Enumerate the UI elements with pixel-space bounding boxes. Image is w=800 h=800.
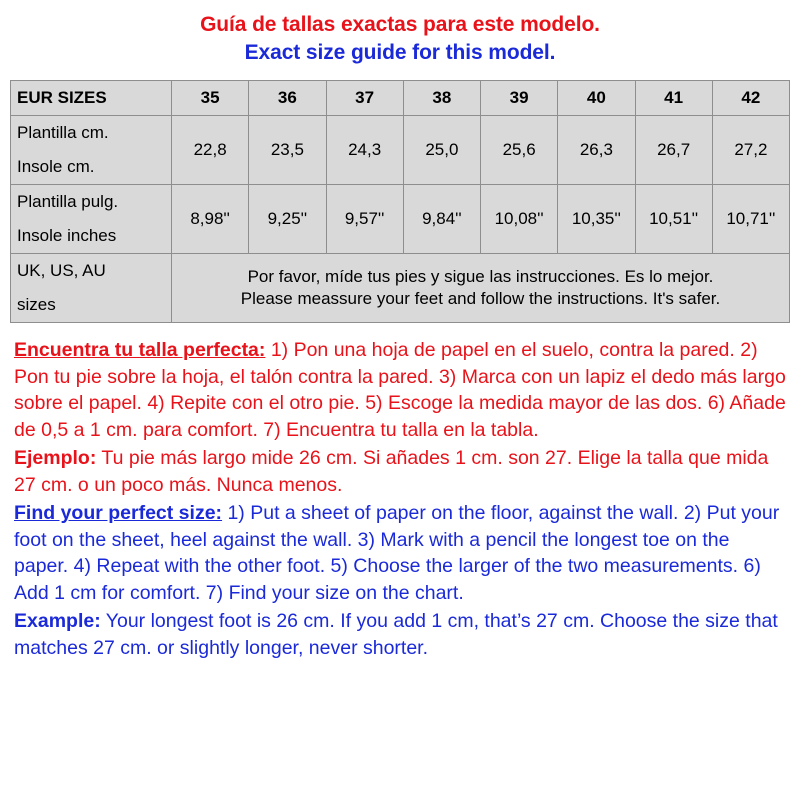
instructions-english-find-body: 1) Put a sheet of paper on the floor, against the wall. 2) Put your foot on the sheet, heel against the wall. 3) Mark with a pencil the longest toe on the paper. 4) Repeat with the other foot. 5) Choose the larger of the two measurements. 6) Add 1 cm for comfort. 7) Find your size on the chart. — [14, 502, 780, 604]
page-title-spanish: Guía de tallas exactas para este modelo. — [200, 13, 600, 36]
row-label-plantilla-cm: Plantilla cm. — [11, 116, 172, 151]
header-size-38: 38 — [403, 81, 480, 116]
header-size-39: 39 — [481, 81, 558, 116]
instructions-english-example-body: Your longest foot is 26 cm. If you add 1 cm, that’s 27 cm. Choose the size that matches 27 cm. or slightly longer, never shorter. — [14, 610, 778, 659]
instructions-spanish-find — [14, 337, 786, 443]
header-size-37: 37 — [326, 81, 403, 116]
insole-cm-38: 25,0 — [403, 116, 480, 185]
insole-in-39: 10,08'' — [481, 185, 558, 254]
header-size-40: 40 — [558, 81, 635, 116]
page-title-english: Exact size guide for this model. — [244, 41, 556, 64]
instructions-spanish-find-lead: Encuentra tu talla perfecta: — [14, 339, 266, 361]
insole-in-42: 10,71'' — [712, 185, 789, 254]
insole-cm-36: 23,5 — [249, 116, 326, 185]
table-header-row — [11, 81, 790, 116]
instructions-english-example — [14, 608, 786, 661]
insole-cm-37: 24,3 — [326, 116, 403, 185]
insole-cm-41: 26,7 — [635, 116, 712, 185]
insole-cm-42: 27,2 — [712, 116, 789, 185]
table-row-insole-cm-spanish — [11, 116, 790, 151]
insole-in-37: 9,57'' — [326, 185, 403, 254]
title-block — [10, 12, 790, 66]
measure-note-spanish: Por favor, míde tus pies y sigue las instrucciones. Es lo mejor. — [247, 267, 714, 286]
row-label-insole-cm: Insole cm. — [11, 150, 172, 185]
table-row-insole-inches-spanish — [11, 185, 790, 220]
header-size-35: 35 — [172, 81, 249, 116]
insole-in-35: 8,98'' — [172, 185, 249, 254]
instructions-spanish-find-body: 1) Pon una hoja de papel en el suelo, contra la pared. 2) Pon tu pie sobre la hoja, el talón contra la pared. 3) Marca con un lapiz el dedo más largo sobre el papel. 4) Repite con el otro pie. 5) Escoge la medida mayor de las dos. 6) Añade de 0,5 a 1 cm. para comfort. 7) Encuentra tu talla en la tabla. — [14, 339, 786, 441]
instructions-block — [14, 337, 786, 661]
insole-cm-35: 22,8 — [172, 116, 249, 185]
instructions-spanish-example-lead: Ejemplo: — [14, 447, 97, 469]
header-eur-sizes: EUR SIZES — [11, 81, 172, 116]
header-size-36: 36 — [249, 81, 326, 116]
row-label-insole-inches: Insole inches — [11, 219, 172, 254]
instructions-english-example-lead: Example: — [14, 610, 101, 632]
measure-note-english: Please meassure your feet and follow the instructions. It's safer. — [240, 289, 721, 308]
row-label-uk-us-au-line1: UK, US, AU — [11, 254, 172, 289]
insole-in-36: 9,25'' — [249, 185, 326, 254]
insole-cm-40: 26,3 — [558, 116, 635, 185]
header-size-42: 42 — [712, 81, 789, 116]
instructions-english-find — [14, 500, 786, 606]
instructions-spanish-example — [14, 445, 786, 498]
row-label-plantilla-pulg: Plantilla pulg. — [11, 185, 172, 220]
table-row-uk-us-au-1 — [11, 254, 790, 289]
insole-in-40: 10,35'' — [558, 185, 635, 254]
instructions-spanish-example-body: Tu pie más largo mide 26 cm. Si añades 1 cm. son 27. Elige la talla que mida 27 cm. o un poco más. Nunca menos. — [14, 447, 769, 496]
instructions-english-find-lead: Find your perfect size: — [14, 502, 223, 524]
insole-in-41: 10,51'' — [635, 185, 712, 254]
measure-note-cell — [172, 254, 790, 323]
insole-cm-39: 25,6 — [481, 116, 558, 185]
insole-in-38: 9,84'' — [403, 185, 480, 254]
row-label-uk-us-au-line2: sizes — [11, 288, 172, 323]
size-chart-table — [10, 80, 790, 323]
header-size-41: 41 — [635, 81, 712, 116]
